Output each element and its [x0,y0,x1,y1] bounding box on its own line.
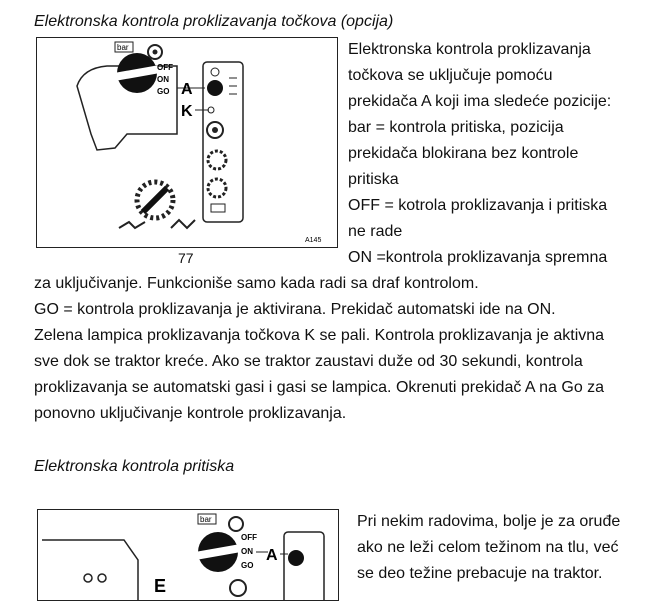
lock-dial-icon [229,517,243,531]
switch-panel-drawing [37,38,337,247]
text-line: za uključivanje. Funkcioniše samo kada radi sa draf kontrolom. [34,275,479,292]
text-line: točkova se uključuje pomoću [348,67,553,84]
dial-3-icon [208,179,226,197]
text-line: prekidača blokirana bez kontrole [348,145,579,162]
switch-a-knob [288,550,304,566]
pressure-panel-drawing [38,510,338,600]
text-line: ne rade [348,223,403,240]
text-line: ako ne leži celom težinom na tlu, već [357,539,619,556]
text-line: OFF = kotrola proklizavanja i pritiska [348,197,608,214]
label-switch-a: A [266,547,278,564]
text-line: proklizavanja se automatski gasi i gasi se lampica. Okrenuti prekidač A na Go za [34,379,605,396]
label-on: ON [241,547,253,556]
switch-a-knob [207,80,223,96]
section-heading-pressure-control: Elektronska kontrola pritiska [34,458,235,475]
text-line: Elektronska kontrola proklizavanja [348,41,591,58]
label-off: OFF [157,63,173,72]
text-line: Zelena lampica proklizavanja točkova K se pali. Kontrola proklizavanja je aktivna [34,327,605,344]
text-line: se deo težine prebacuje na traktor. [357,565,603,582]
label-off: OFF [241,533,257,542]
label-go: GO [241,561,254,570]
section-heading-traction-control: Elektronska kontrola proklizavanja točkova (opcija) [34,13,394,30]
label-bar: bar [117,43,129,52]
dial-2-icon [208,151,226,169]
text-line: sve dok se traktor kreće. Ako se traktor zaustavi duže od 30 sekundi, kontrola [34,353,583,370]
label-bar: bar [200,515,212,524]
text-line: ponovno uključivanje kontrole proklizavanja. [34,405,347,422]
figure-traction-switch-panel [36,37,338,248]
figure-pressure-switch-panel [37,509,339,601]
figure-code: A145 [305,237,322,244]
text-line: pritiska [348,171,399,188]
label-lamp-k: K [181,103,193,120]
label-e: E [154,576,167,596]
figure-caption: 77 [178,250,194,266]
text-line: Pri nekim radovima, bolje je za oruđe [357,513,621,530]
label-go: GO [157,87,170,96]
label-switch-a: A [181,81,193,98]
text-line: bar = kontrola pritiska, pozicija [348,119,564,136]
label-on: ON [157,75,169,84]
text-line: prekidača A koji ima sledeće pozicije: [348,93,612,110]
text-line: GO = kontrola proklizavanja je aktivirana. Prekidač automatski ide na ON. [34,301,556,318]
text-line: ON =kontrola proklizavanja spremna [348,249,608,266]
